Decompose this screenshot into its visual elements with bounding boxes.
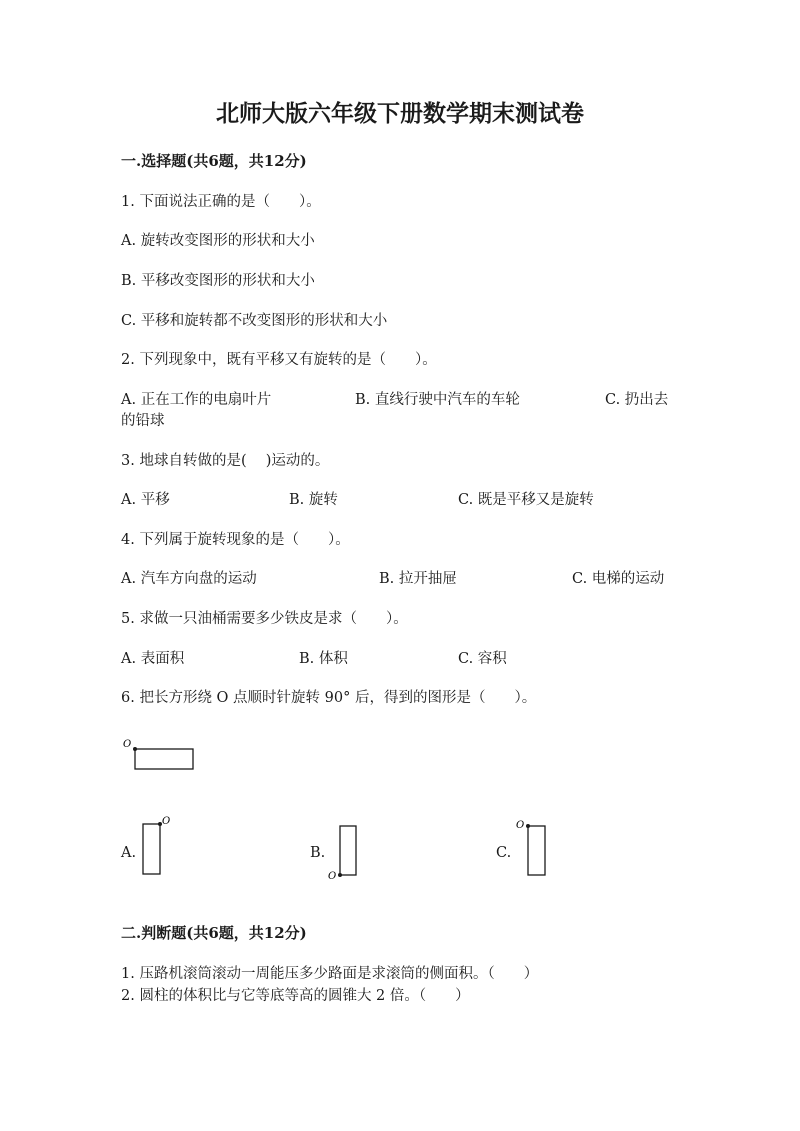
question-1-stem: 1. 下面说法正确的是（ ）。	[121, 194, 321, 210]
pivot-point-label: O	[162, 816, 171, 827]
question-2-option-a: A. 正在工作的电扇叶片	[121, 392, 272, 408]
question-5-option-a: A. 表面积	[121, 651, 185, 667]
question-6-option-c-figure	[512, 815, 552, 880]
rectangle-shape	[143, 824, 160, 874]
page-title: 北师大版六年级下册数学期末测试卷	[216, 100, 584, 127]
question-4-stem: 4. 下列属于旋转现象的是（ ）。	[121, 532, 350, 548]
pivot-point-label: O	[328, 871, 337, 882]
judgement-question-1: 1. 压路机滚筒滚动一周能压多少路面是求滚筒的侧面积。（ ）	[121, 966, 539, 982]
question-6-original-figure	[118, 735, 208, 780]
question-1-option-a: A. 旋转改变图形的形状和大小	[121, 233, 315, 249]
question-4-option-c: C. 电梯的运动	[572, 571, 665, 587]
question-3-option-a: A. 平移	[121, 492, 170, 508]
pivot-point-dot	[133, 747, 137, 751]
question-5-stem: 5. 求做一只油桶需要多少铁皮是求（ ）。	[121, 611, 408, 627]
question-1-option-c: C. 平移和旋转都不改变图形的形状和大小	[121, 313, 388, 329]
pivot-point-dot	[338, 873, 342, 877]
question-6-option-b-figure	[325, 820, 360, 885]
question-1-option-b: B. 平移改变图形的形状和大小	[121, 273, 315, 289]
rectangle-shape	[135, 749, 193, 769]
question-6-option-c-label: C.	[496, 845, 512, 861]
pivot-point-label: O	[123, 739, 132, 750]
question-6-option-b-label: B.	[310, 845, 326, 861]
section-heading-choice: 一.选择题(共6题，共12分)	[121, 152, 307, 170]
question-2-option-c-continued: 的铅球	[121, 413, 165, 429]
rectangle-shape	[528, 826, 545, 875]
section-heading-judgement: 二.判断题(共6题，共12分)	[121, 924, 307, 942]
rectangle-shape	[340, 826, 356, 875]
question-3-option-c: C. 既是平移又是旋转	[458, 492, 594, 508]
pivot-point-dot	[526, 824, 530, 828]
question-5-option-c: C. 容积	[458, 651, 507, 667]
judgement-question-2: 2. 圆柱的体积比与它等底等高的圆锥大 2 倍。（ ）	[121, 988, 470, 1004]
question-2-option-b: B. 直线行驶中汽车的车轮	[355, 392, 520, 408]
question-6-stem: 6. 把长方形绕 O 点顺时针旋转 90° 后，得到的图形是（ ）。	[121, 690, 537, 706]
question-6-option-a-label: A.	[121, 845, 137, 861]
question-4-option-b: B. 拉开抽屉	[379, 571, 457, 587]
question-4-option-a: A. 汽车方向盘的运动	[121, 571, 257, 587]
question-2-option-c: C. 扔出去	[605, 392, 669, 408]
question-3-stem: 3. 地球自转做的是( )运动的。	[121, 453, 330, 469]
question-2-stem: 2. 下列现象中，既有平移又有旋转的是（ ）。	[121, 352, 437, 368]
question-5-option-b: B. 体积	[299, 651, 348, 667]
question-6-option-a-figure	[140, 815, 175, 880]
pivot-point-label: O	[516, 820, 525, 831]
question-3-option-b: B. 旋转	[289, 492, 338, 508]
